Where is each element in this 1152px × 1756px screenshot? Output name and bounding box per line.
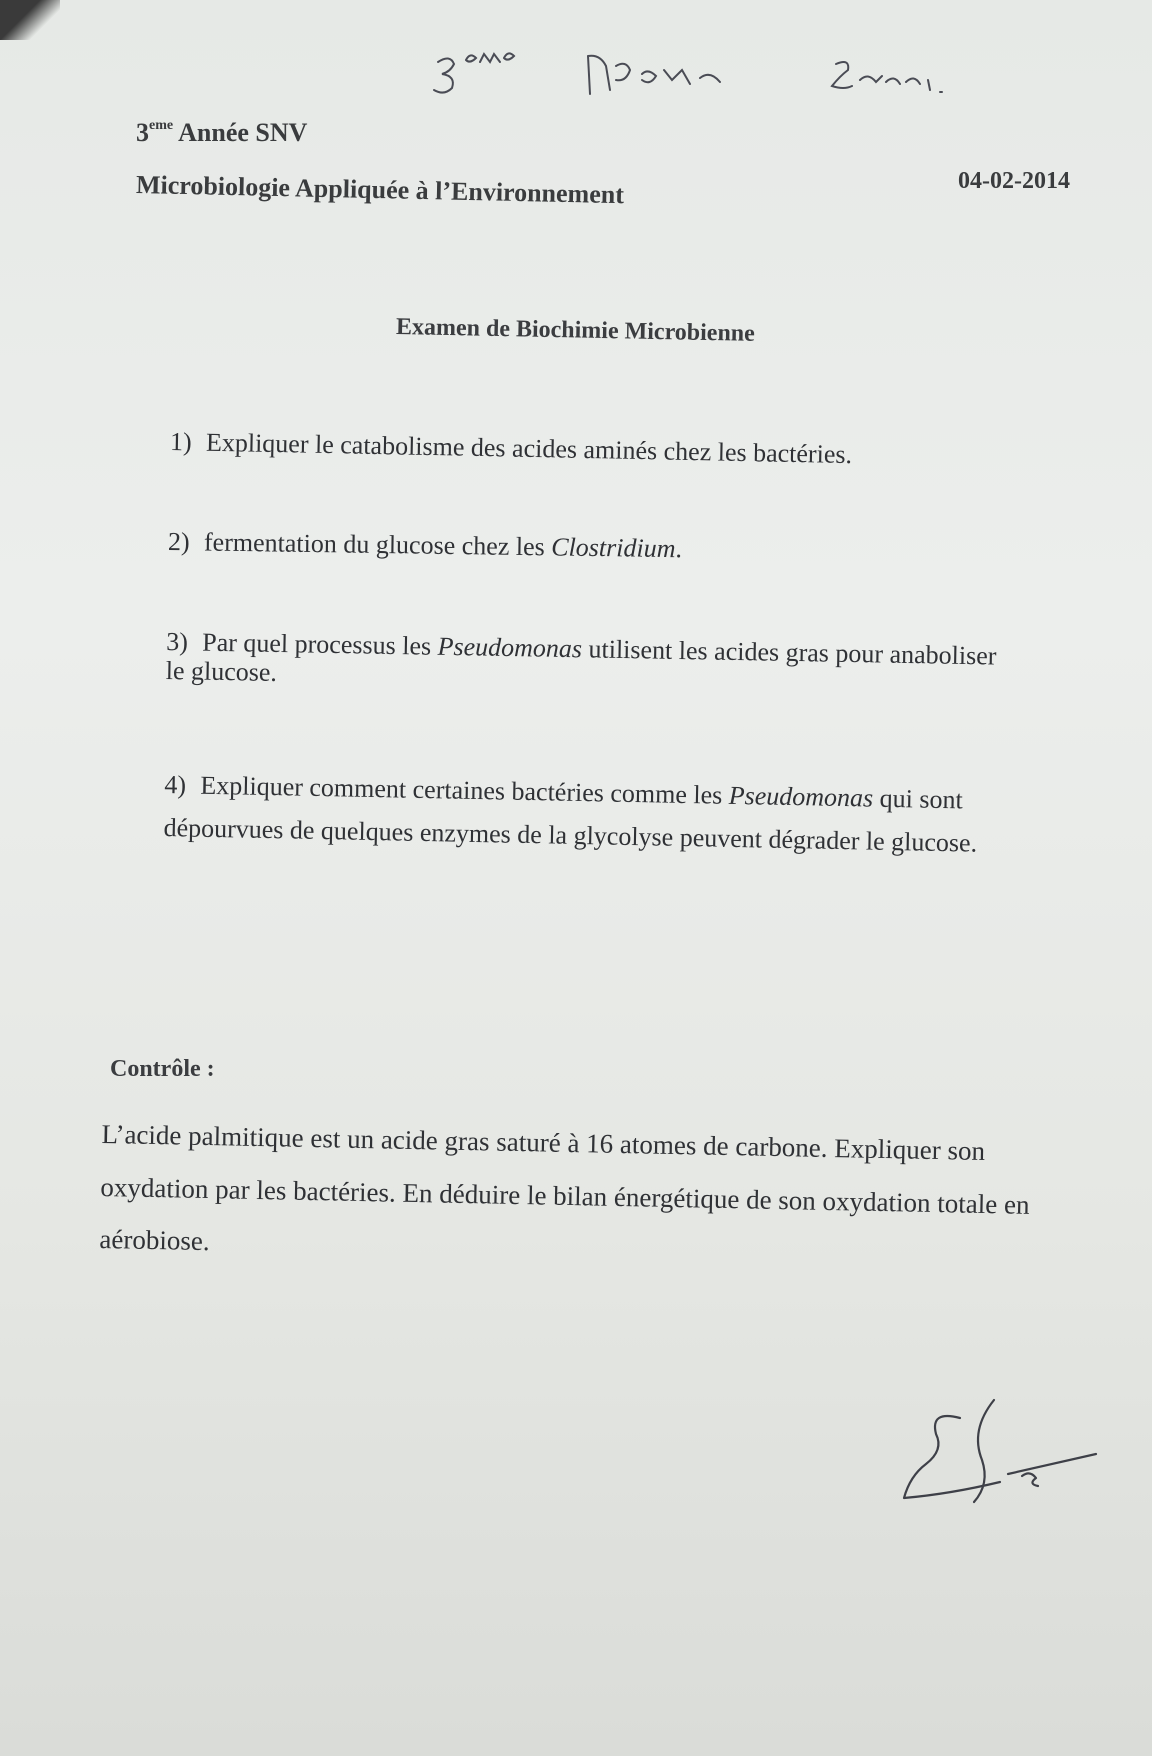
genus-name: Clostridium	[551, 532, 676, 564]
question-text-end: qui sont dépourvues de quelques enzymes de la glycolyse peuvent dégrader le glucose.	[163, 783, 978, 858]
handwritten-signature	[890, 1390, 1130, 1520]
question-1	[170, 428, 1070, 474]
question-4	[163, 764, 1084, 867]
question-number: 4)	[164, 770, 187, 800]
question-number: 1)	[169, 427, 192, 457]
genus-name: Pseudomonas	[437, 631, 583, 664]
question-text-end: .	[675, 534, 683, 564]
course-year-suffix: eme	[149, 118, 174, 133]
handwritten-note	[420, 30, 1020, 110]
controle-heading: Contrôle :	[110, 1056, 215, 1082]
question-text: fermentation du glucose chez les	[203, 527, 552, 562]
question-2	[168, 528, 1068, 569]
course-year-label: Année SNV	[173, 118, 308, 147]
question-text: Expliquer le catabolisme des acides aminés chez les bactéries.	[205, 427, 853, 470]
question-text: Expliquer comment certaines bactéries comme les	[200, 770, 730, 810]
question-text: Par quel processus les	[202, 627, 438, 661]
course-year	[136, 118, 307, 148]
controle-text: L’acide palmitique est un acide gras saturé à 16 atomes de carbone. Expliquer son oxydation par les bactéries. En déduire le bilan énergétique de son oxydation totale en aérobiose.	[99, 1118, 1030, 1257]
exam-title: Examen de Biochimie Microbienne	[395, 314, 756, 347]
course-subject: Microbiologie Appliquée à l’Environnement	[135, 170, 625, 210]
question-number: 2)	[167, 527, 190, 557]
question-3	[166, 628, 1003, 700]
genus-name: Pseudomonas	[728, 780, 874, 813]
page-corner-shadow	[0, 0, 60, 40]
question-text-end: utilisent les acides gras pour anaboliser le glucose.	[165, 634, 997, 687]
course-year-number: 3	[136, 118, 149, 147]
handwritten-note-text: 3ème Micro Sassi	[420, 105, 428, 106]
exam-date: 04-02-2014	[958, 168, 1070, 194]
question-number: 3)	[166, 627, 189, 657]
